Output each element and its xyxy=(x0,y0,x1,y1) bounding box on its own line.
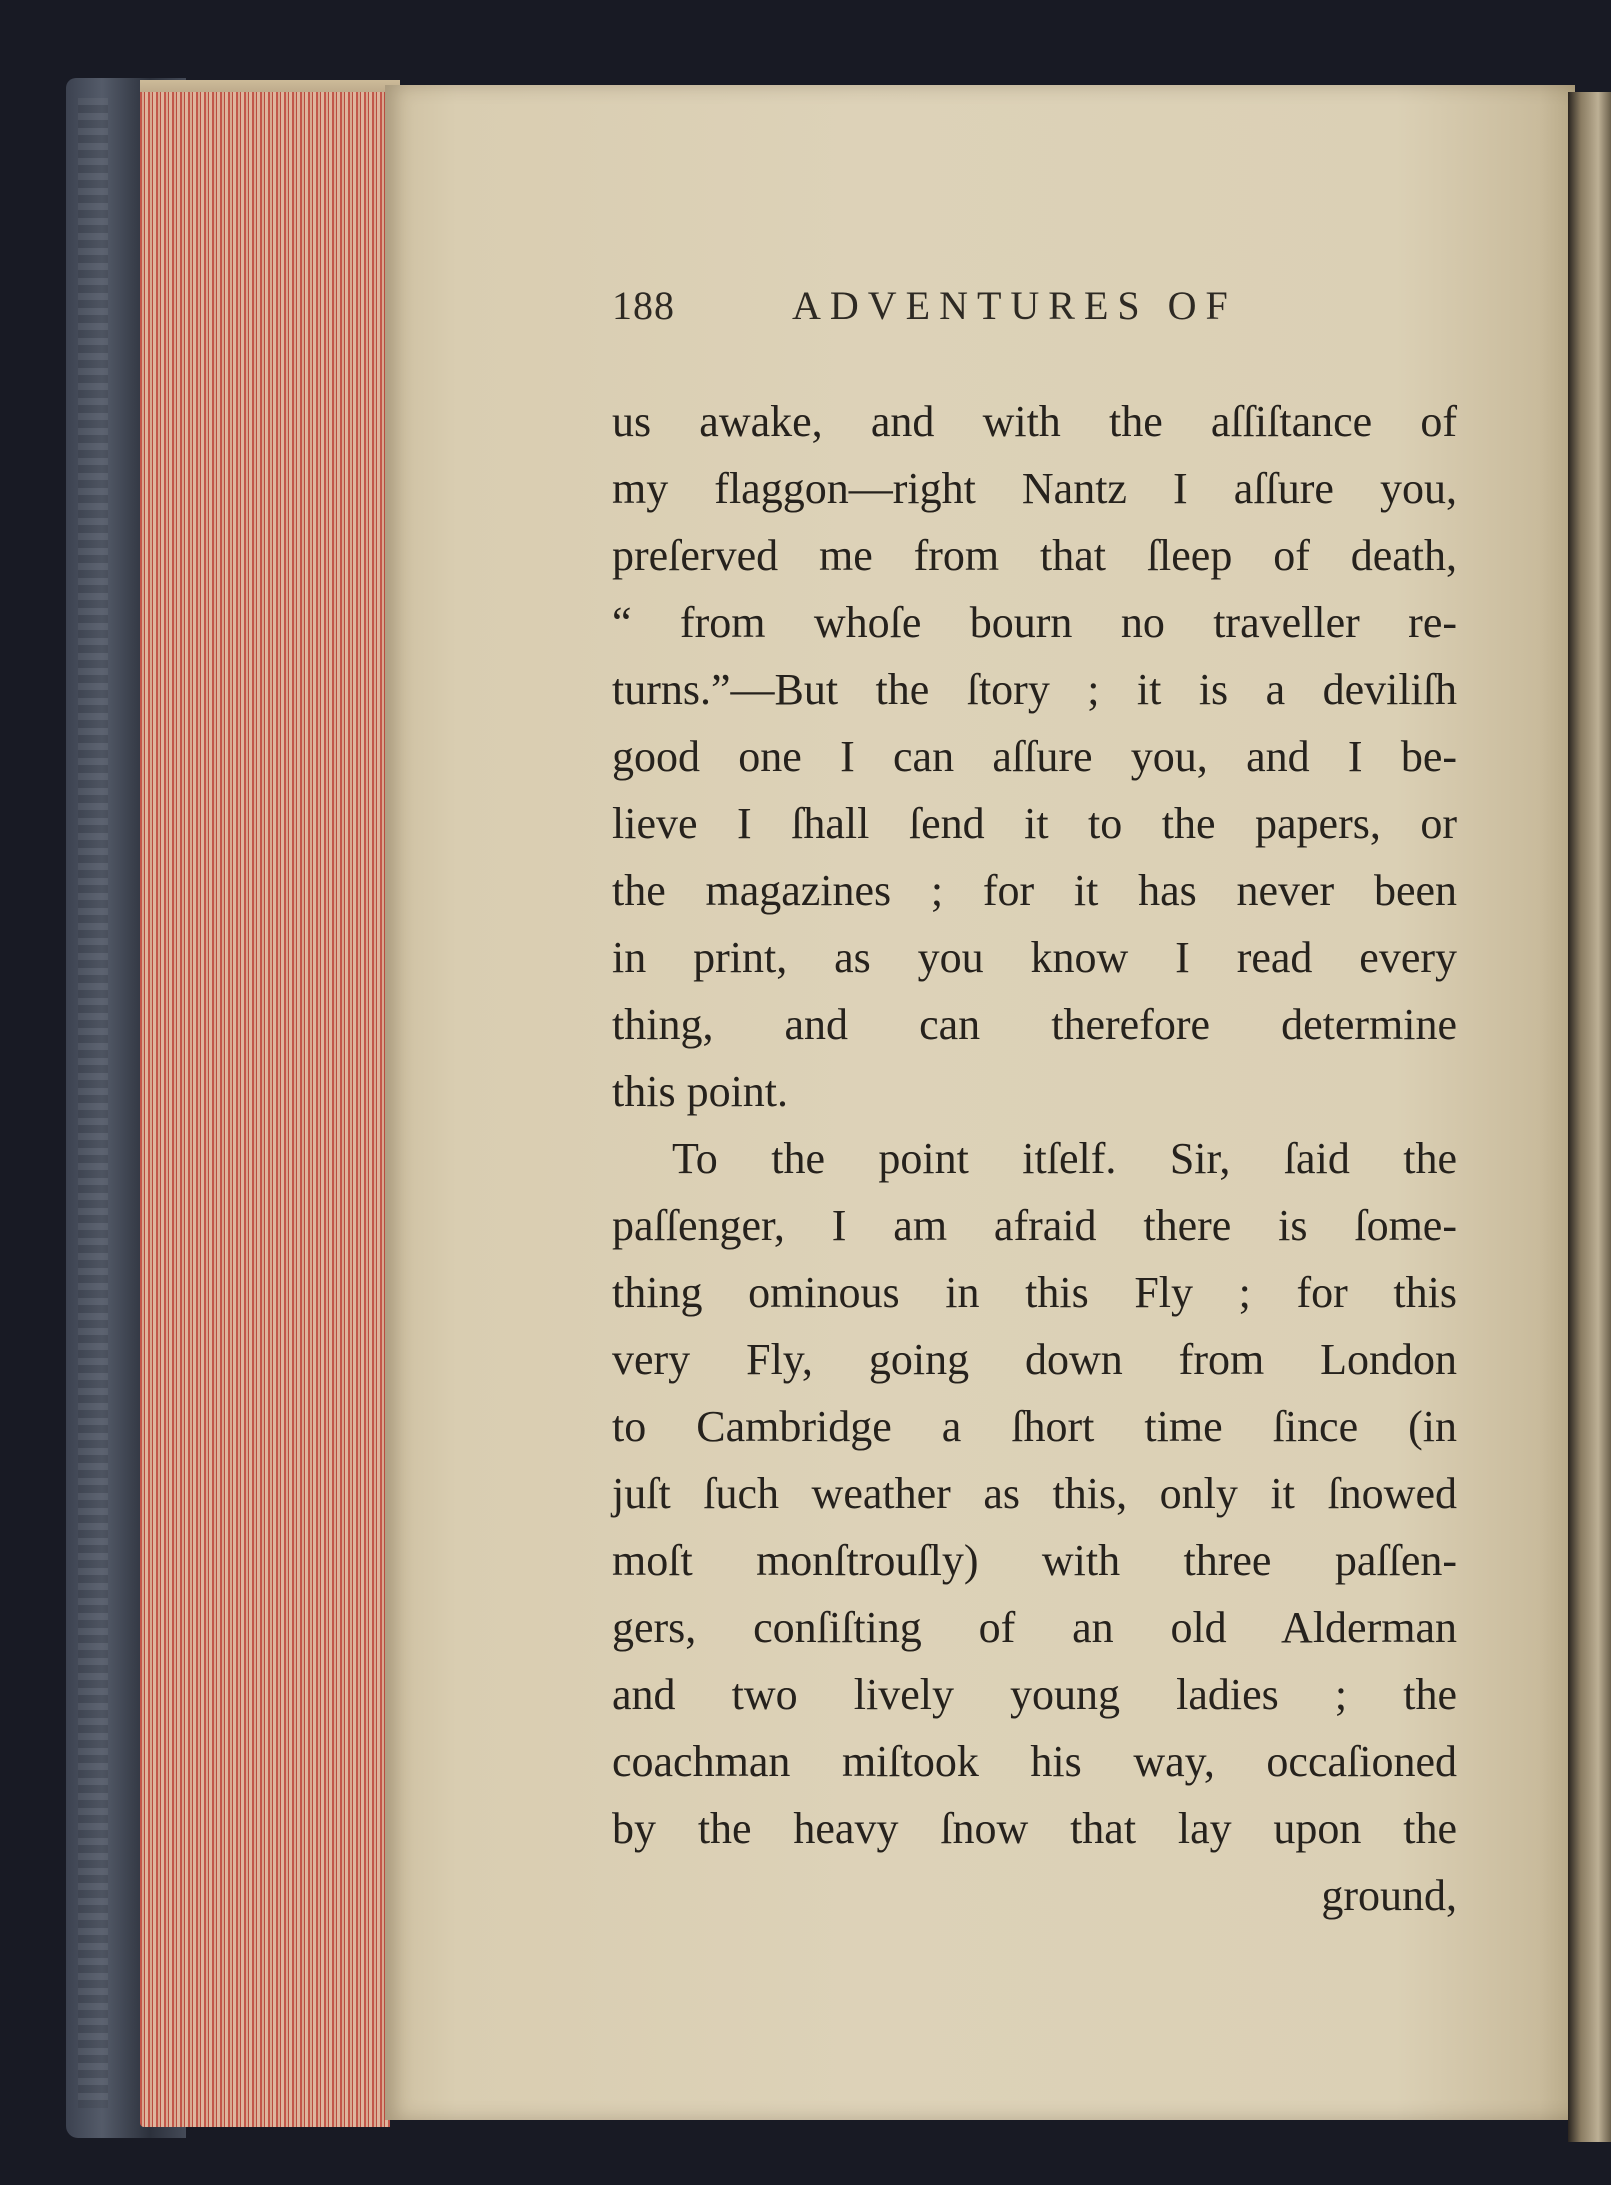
text-line: paſſenger, I am afraid there is ſome- xyxy=(612,1201,1457,1250)
text-line: good one I can aſſure you, and I be- xyxy=(612,732,1457,781)
text-line: us awake, and with the aſſiſtance of xyxy=(612,397,1457,446)
text-line: coachman miſtook his way, occaſioned xyxy=(612,1737,1457,1786)
page-header xyxy=(612,282,1412,342)
text-line: by the heavy ſnow that lay upon the xyxy=(612,1804,1457,1853)
text-line: the magazines ; for it has never been xyxy=(612,866,1457,915)
page-number: 188 xyxy=(612,283,675,328)
text-line: to Cambridge a ſhort time ſince (in xyxy=(612,1402,1457,1451)
text-line: in print, as you know I read every xyxy=(612,933,1457,982)
text-line: gers, conſiſting of an old Alderman xyxy=(612,1603,1457,1652)
catchword: ground, xyxy=(1321,1871,1457,1920)
text-line: this point. xyxy=(612,1067,789,1116)
red-page-edges xyxy=(140,92,390,2127)
text-line: lieve I ſhall ſend it to the papers, or xyxy=(612,799,1457,848)
text-line: preſerved me from that ſleep of death, xyxy=(612,531,1457,580)
text-line: very Fly, going down from London xyxy=(612,1335,1457,1384)
text-line: “ from whoſe bourn no traveller re- xyxy=(612,598,1457,647)
text-line: moſt monſtrouſly) with three paſſen- xyxy=(612,1536,1457,1585)
paragraph-first-line: To the point itſelf. Sir, ſaid the xyxy=(672,1134,1457,1183)
text-line: thing, and can therefore determine xyxy=(612,1000,1457,1049)
text-line: and two lively young ladies ; the xyxy=(612,1670,1457,1719)
text-line: turns.”—But the ſtory ; it is a deviliſh xyxy=(612,665,1457,714)
text-line: my flaggon—right Nantz I aſſure you, xyxy=(612,464,1457,513)
text-line: thing ominous in this Fly ; for this xyxy=(612,1268,1457,1317)
running-head: ADVENTURES OF xyxy=(792,283,1237,328)
facing-page-edge xyxy=(1568,92,1611,2142)
body-text xyxy=(612,388,1457,1929)
text-line: juſt ſuch weather as this, only it ſnowed xyxy=(612,1469,1457,1518)
